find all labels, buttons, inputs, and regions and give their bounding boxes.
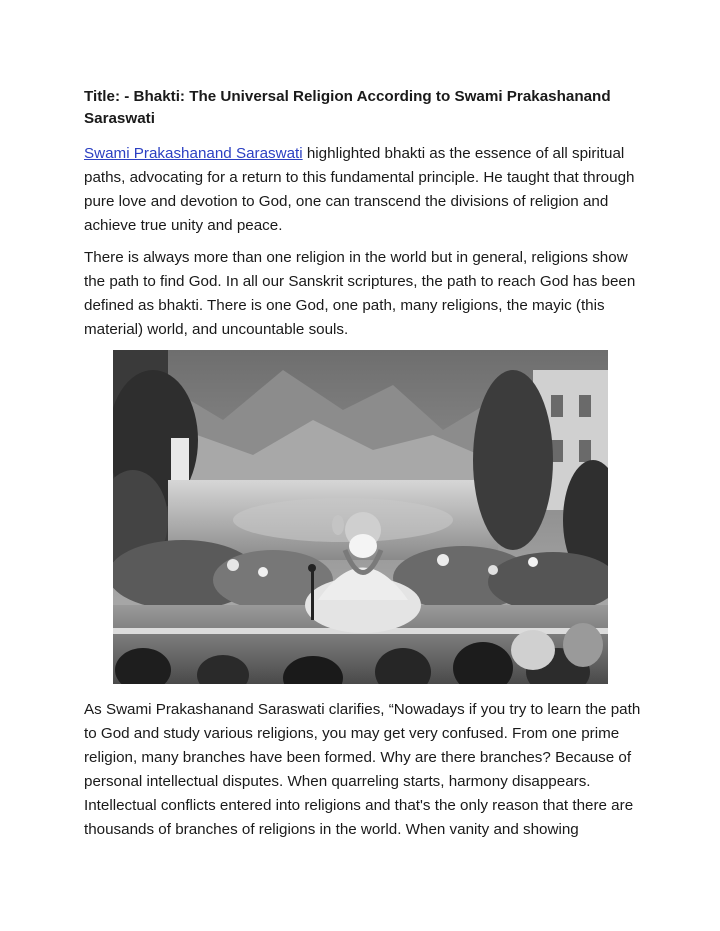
paragraph-intro [84, 142, 644, 238]
paragraph-intro-text: highlighted bhakti as the essence of all spiritual paths, advocating for a return to this fundamental principle. He taught that through pure love and devotion to God, one can transcend the divisions of religion and achieve true unity and peace. [84, 145, 635, 234]
paragraph-religions [84, 246, 644, 342]
swami-photo [113, 350, 608, 684]
document-title: Title: - Bhakti: The Universal Religion According to Swami Prakashanand Saraswati [84, 88, 611, 127]
paragraph-quote [84, 698, 644, 842]
swami-prakashanand-link[interactable]: Swami Prakashanand Saraswati [84, 145, 303, 162]
paragraph-quote-text: As Swami Prakashanand Saraswati clarifies, “Nowadays if you try to learn the path to God and study various religions, you may get very confused. From one prime religion, many branches have been formed. Why are there branches? Because of personal intellectual disputes. When quarreling starts, harmony disappears. Intellectual conflicts entered into religions and that's the only reason that there are thousands of branches of religions in the world. When vanity and showing [84, 701, 641, 838]
paragraph-religions-text: There is always more than one religion in the world but in general, religions show the path to find God. In all our Sanskrit scriptures, the path to reach God has been defined as bhakti. There is one God, one path, many religions, the mayic (this material) world, and uncountable souls. [84, 249, 636, 338]
